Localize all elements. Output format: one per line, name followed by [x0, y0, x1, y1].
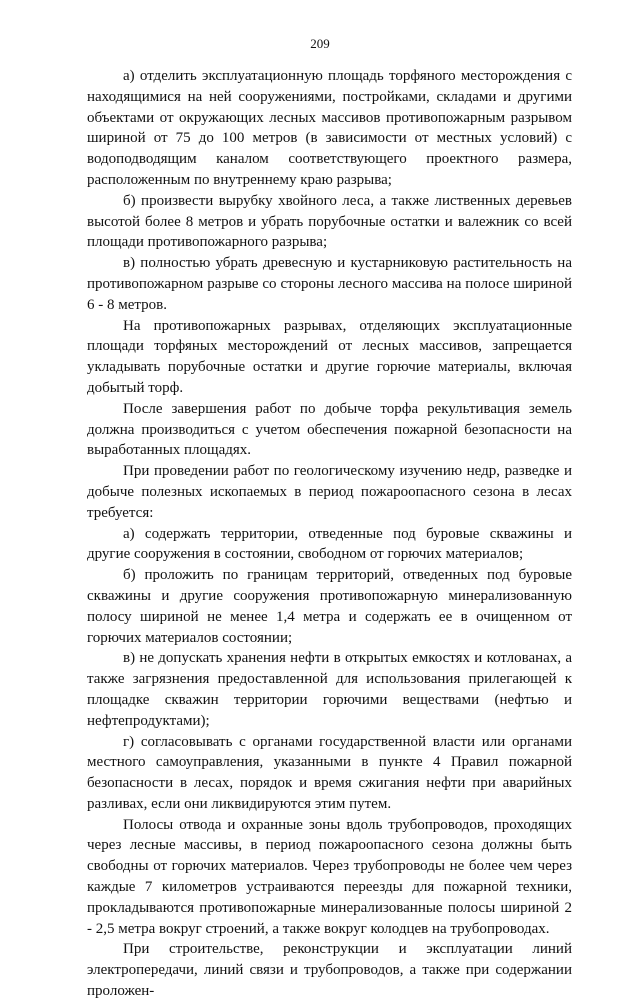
paragraph-geology-intro: При проведении работ по геологическому изучению недр, разведке и добыче полезных ископаемых в период пожароопасного сезона в лесах требуется: [87, 463, 572, 521]
paragraph-peat-b: б) произвести вырубку хвойного леса, а также лиственных деревьев высотой более 8 метров и убрать порубочные остатки и валежник со всей площади противопожарного разрыва; [87, 192, 572, 251]
body-text [87, 66, 572, 1002]
paragraph-power-lines: При строительстве, реконструкции и эксплуатации линий электропередачи, линий связи и трубопроводов, а также при содержании проложен- [87, 941, 572, 1000]
paragraph-geology-c: в) не допускать хранения нефти в открытых емкостях и котлованах, а также загрязнения предоставленной для использования прилегающей к площадке скважин территории горючими веществами (нефтью и нефтепродуктами); [87, 650, 572, 729]
paragraph-recultivation: После завершения работ по добыче торфа рекультивация земель должна производиться с учетом обеспечения пожарной безопасности на выработанных площадях. [87, 400, 572, 459]
paragraph-geology-d: г) согласовывать с органами государственной власти или органами местного самоуправления, указанными в пункте 4 Правил пожарной безопасности в лесах, порядок и время сжигания нефти при аварийных разливах, если они ликвидируются этим путем. [87, 733, 572, 812]
paragraph-geology-b: б) проложить по границам территорий, отведенных под буровые скважины и другие сооружения противопожарную минерализованную полосу шириной не менее 1,4 метра и содержать ее в очищенном от горючих материалов состоянии; [87, 567, 572, 646]
paragraph-peat-a: а) отделить эксплуатационную площадь торфяного месторождения с находящимися на ней сооружениями, постройками, складами и другими объектами от окружающих лесных массивов противопожарным разрывом шириной от 75 до 100 метров (в зависимости от местных условий) с водоподводящим каналом соответствующего проектного размера, расположенным по внутреннему краю разрыва; [87, 68, 572, 188]
paragraph-pipelines: Полосы отвода и охранные зоны вдоль трубопроводов, проходящих через лесные массивы, в период пожароопасного сезона должны быть свободны от горючих материалов. Через трубопроводы не более чем через каждые 7 километров устраиваются переезды для пожарной техники, прокладываются противопожарные минерализованные полосы шириной 2 - 2,5 метра вокруг строений, а также вокруг колодцев на трубопроводах. [87, 816, 572, 937]
paragraph-peat-c: в) полностью убрать древесную и кустарниковую растительность на противопожарном разрыве со стороны лесного массива на полосе шириной 6 - 8 метров. [87, 255, 572, 313]
paragraph-geology-a: а) содержать территории, отведенные под буровые скважины и другие сооружения в состоянии, свободном от горючих материалов; [87, 525, 572, 563]
page-number: 209 [310, 36, 330, 51]
paragraph-firebreaks: На противопожарных разрывах, отделяющих эксплуатационные площади торфяных месторождений от лесных массивов, запрещается укладывать порубочные остатки и другие горючие материалы, включая добытый торф. [87, 317, 572, 396]
